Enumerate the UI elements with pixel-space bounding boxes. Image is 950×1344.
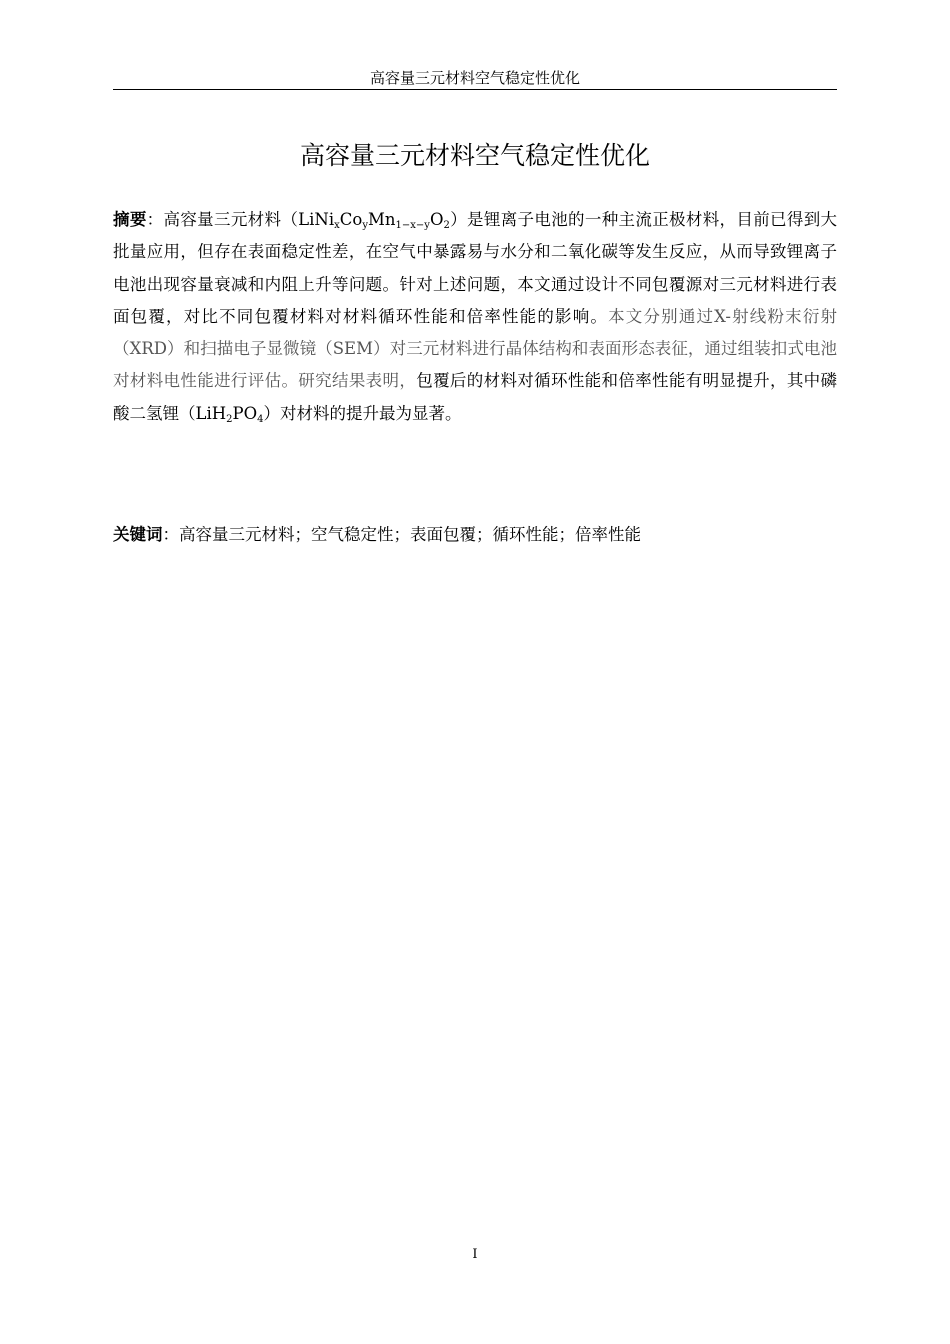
abstract-text-3: Mn	[368, 210, 396, 229]
formula-subscript-x: x	[334, 220, 340, 231]
abstract-text-4: O	[429, 210, 444, 229]
abstract	[113, 204, 837, 430]
header-rule	[113, 89, 837, 90]
page-number: I	[472, 1247, 478, 1262]
formula-subscript-1-x-y: 1−x−y	[395, 220, 430, 231]
abstract-text-methods: 本文分别通过X-射线粉末衍射（XRD）和扫描电子显微镜（SEM）对三元材料进行晶体结构和表面形态表征，通过组装扣式电池对材料电性能进行评估。研究结果表明，	[113, 306, 838, 391]
keywords-text: 高容量三元材料；空气稳定性；表面包覆；循环性能；倍率性能	[179, 525, 641, 544]
keywords	[113, 519, 837, 551]
keywords-colon: ：	[162, 525, 179, 544]
formula-subscript-2: 2	[443, 220, 450, 231]
abstract-text-5: ）是锂离子电池的一种主流正极材料，目前已得到大批量应用，但存在表面稳定性差，在空气中暴露易与水分和二氧化碳等发生反应，从而导致锂离子电池出现容量衰减和内阻上升等问题。针对上述问题，本文通过设计不同包覆源对三元材料进行表面包覆，对比不同包覆材料对材料循环性能和倍率性能的影响。	[113, 210, 838, 326]
formula-subscript-h2: 2	[226, 413, 233, 425]
running-header: 高容量三元材料空气稳定性优化	[369, 69, 580, 87]
keywords-label: 关键词	[113, 525, 163, 544]
abstract-label: 摘要	[113, 210, 147, 229]
formula-subscript-o4: 4	[257, 413, 264, 425]
abstract-text-1: 高容量三元材料（LiNi	[163, 210, 335, 229]
abstract-text-6: 包覆后的材料对循环性能和倍率性能有明显提升，其中磷酸二氢锂（LiH	[113, 371, 838, 423]
formula-subscript-y: y	[362, 220, 368, 231]
abstract-text-8: ）对材料的提升最为显著。	[263, 403, 462, 423]
paper-title: 高容量三元材料空气稳定性优化	[299, 141, 650, 170]
abstract-colon: ：	[146, 210, 164, 229]
abstract-text-7: PO	[232, 403, 258, 423]
abstract-text-2: Co	[339, 210, 363, 229]
